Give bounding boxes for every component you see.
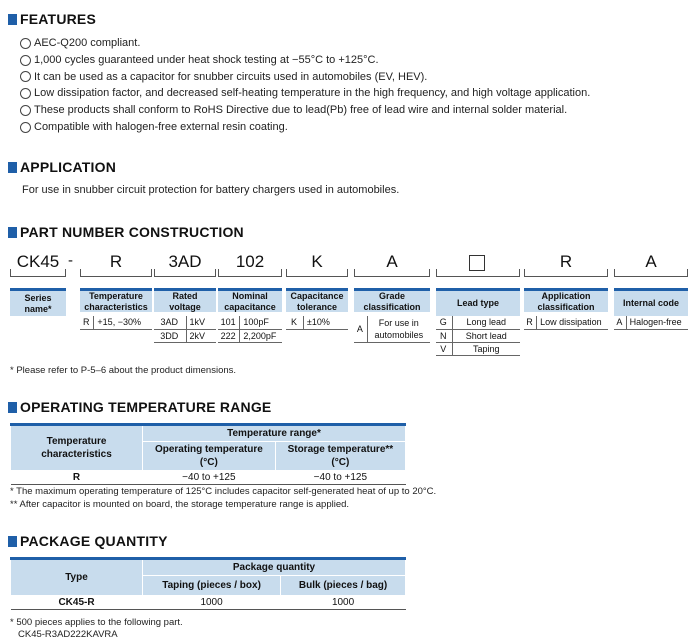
code-bracket xyxy=(154,269,216,277)
section-marker-icon xyxy=(8,162,17,173)
feature-text: Compatible with halogen-free external resin coating. xyxy=(34,120,288,133)
feature-text: 1,000 cycles guaranteed under heat shock testing at −55°C to +125°C. xyxy=(34,53,379,66)
application-text: For use in snubber circuit protection for battery chargers used in automobiles. xyxy=(22,184,400,196)
table-row xyxy=(11,559,406,576)
table-row xyxy=(11,425,406,442)
package-note-2: CK45-R3AD222KAVRA xyxy=(18,629,118,640)
code-cell: N xyxy=(436,329,452,342)
features-heading xyxy=(8,10,96,28)
table-row xyxy=(354,316,430,342)
table-row xyxy=(436,329,520,342)
feature-text: It can be used as a capacitor for snubber circuits used in automobiles (EV, HEV). xyxy=(34,70,428,83)
label-line: Internal code xyxy=(622,298,679,309)
code-temp: R xyxy=(109,252,123,271)
table-row xyxy=(614,316,688,329)
application-title: APPLICATION xyxy=(20,159,117,175)
label-line: Application xyxy=(541,291,591,301)
label-line: Series xyxy=(24,293,52,303)
package-note-1: * 500 pieces applies to the following part. xyxy=(10,617,183,628)
label-line: Temperature xyxy=(89,291,143,301)
label-application xyxy=(524,288,608,312)
header-temp-char xyxy=(11,425,143,471)
temp-code-table xyxy=(80,316,152,330)
table-row xyxy=(80,316,152,329)
label-line: Nominal xyxy=(232,291,268,301)
code-bracket xyxy=(218,269,282,277)
value-cell: ±10% xyxy=(303,316,348,329)
label-line: Rated xyxy=(172,291,198,301)
table-row xyxy=(154,316,216,329)
row-label-cell: CK45-R xyxy=(11,596,143,610)
feature-item xyxy=(20,102,590,119)
value-cell: Halogen-free xyxy=(626,316,688,329)
header-line: Temperature xyxy=(46,436,107,447)
feature-item xyxy=(20,85,590,102)
code-cell: 3AD xyxy=(154,316,186,329)
code-cell: R xyxy=(524,316,537,329)
operating-value-cell: −40 to +125 xyxy=(143,471,276,485)
tolerance-code-table xyxy=(286,316,348,330)
code-bracket xyxy=(10,269,66,277)
label-line: Capacitance xyxy=(290,291,344,301)
label-line: classification xyxy=(537,301,595,312)
row-label-cell: R xyxy=(11,471,143,485)
code-cell: 101 xyxy=(218,316,240,329)
feature-text: These products shall conform to RoHS Directive due to lead(Pb) free of lead wire and internal solder material. xyxy=(34,104,568,117)
label-tolerance xyxy=(286,288,348,312)
package-title: PACKAGE QUANTITY xyxy=(20,533,168,549)
application-heading xyxy=(8,158,116,176)
taping-value-cell: 1000 xyxy=(143,596,281,610)
code-bracket xyxy=(436,269,520,277)
header-line: characteristics xyxy=(41,449,112,460)
value-cell: Taping xyxy=(452,342,520,355)
code-bracket xyxy=(80,269,152,277)
code-bracket xyxy=(354,269,430,277)
code-cell: 222 xyxy=(218,329,240,342)
temperature-note-1: * The maximum operating temperature of 125°C includes capacitor self-generated heat of up to 20°C. xyxy=(10,486,437,497)
code-cell: A xyxy=(614,316,626,329)
circle-bullet-icon xyxy=(20,88,31,99)
capacitance-code-table xyxy=(218,316,282,343)
value-line: For use in xyxy=(378,317,419,328)
table-row xyxy=(436,316,520,329)
code-cell: A xyxy=(354,316,367,342)
code-bracket xyxy=(286,269,348,277)
application-code-table xyxy=(524,316,608,330)
code-dash: - xyxy=(68,252,73,269)
header-bulk: Bulk (pieces / bag) xyxy=(281,576,406,596)
table-row xyxy=(524,316,608,329)
value-cell: +15, −30% xyxy=(94,316,152,329)
label-line: Grade xyxy=(378,291,405,301)
table-row xyxy=(154,329,216,342)
part-number-diagram xyxy=(0,250,695,360)
value-cell: Short lead xyxy=(452,329,520,342)
circle-bullet-icon xyxy=(20,55,31,66)
header-storage xyxy=(275,442,405,471)
part-number-heading xyxy=(8,223,244,241)
table-row xyxy=(218,316,282,329)
table-row xyxy=(436,342,520,355)
label-line: name* xyxy=(24,303,52,314)
label-temp xyxy=(80,288,152,312)
temperature-table xyxy=(10,423,406,485)
label-line: characteristics xyxy=(84,301,148,312)
code-bracket xyxy=(614,269,688,277)
code-voltage: 3AD xyxy=(168,252,202,271)
feature-item xyxy=(20,52,590,69)
header-temp-range: Temperature range* xyxy=(143,425,406,442)
code-application: R xyxy=(559,252,573,271)
section-marker-icon xyxy=(8,536,17,547)
code-cell: V xyxy=(436,342,452,355)
feature-text: AEC-Q200 compliant. xyxy=(34,37,141,49)
circle-bullet-icon xyxy=(20,38,31,49)
feature-item xyxy=(20,69,590,86)
circle-bullet-icon xyxy=(20,122,31,133)
value-cell: 2,200pF xyxy=(240,329,282,342)
value-cell: 100pF xyxy=(240,316,282,329)
label-line: capacitance xyxy=(224,301,276,312)
value-cell: 2kV xyxy=(186,329,216,342)
feature-item xyxy=(20,119,590,136)
part-number-note: * Please refer to P-5–6 about the product dimensions. xyxy=(10,365,237,376)
value-cell: Low dissipation xyxy=(537,316,608,329)
code-cell: 3DD xyxy=(154,329,186,342)
features-title: FEATURES xyxy=(20,11,97,27)
part-number-title: PART NUMBER CONSTRUCTION xyxy=(20,224,244,240)
lead-code-table xyxy=(436,316,520,356)
label-capacitance xyxy=(218,288,282,312)
code-internal: A xyxy=(645,252,657,271)
section-marker-icon xyxy=(8,402,17,413)
code-tolerance: K xyxy=(311,252,323,271)
package-table xyxy=(10,557,406,610)
code-cell: K xyxy=(286,316,303,329)
code-bracket xyxy=(524,269,608,277)
package-heading xyxy=(8,532,168,550)
header-line: (°C) xyxy=(331,457,350,468)
value-line: automobiles xyxy=(374,329,424,340)
header-line: Operating temperature xyxy=(154,444,263,455)
code-capacitance: 102 xyxy=(235,252,265,271)
label-line: tolerance xyxy=(296,301,338,312)
label-internal xyxy=(614,288,688,316)
internal-code-table xyxy=(614,316,688,330)
temperature-note-2: ** After capacitor is mounted on board, the storage temperature range is applied. xyxy=(10,499,350,510)
section-marker-icon xyxy=(8,227,17,238)
header-operating xyxy=(143,442,276,471)
bulk-value-cell: 1000 xyxy=(281,596,406,610)
label-line: voltage xyxy=(169,301,201,312)
header-type: Type xyxy=(11,559,143,596)
table-row xyxy=(11,471,406,485)
value-cell: 1kV xyxy=(186,316,216,329)
code-cell: R xyxy=(80,316,94,329)
header-line: Storage temperature** xyxy=(287,444,394,455)
table-row xyxy=(286,316,348,329)
code-series: CK45 xyxy=(16,252,60,271)
label-line: Lead type xyxy=(456,298,499,309)
table-row xyxy=(11,596,406,610)
label-voltage xyxy=(154,288,216,312)
feature-text: Low dissipation factor, and decreased self-heating temperature in the high frequency, and high voltage application. xyxy=(34,87,591,100)
header-line: (°C) xyxy=(199,457,218,468)
features-list xyxy=(20,35,590,136)
temperature-heading xyxy=(8,398,271,416)
label-lead xyxy=(436,288,520,316)
label-grade xyxy=(354,288,430,312)
temperature-title: OPERATING TEMPERATURE RANGE xyxy=(20,399,272,415)
feature-item xyxy=(20,35,590,52)
value-cell: Long lead xyxy=(452,316,520,329)
header-package-qty: Package quantity xyxy=(143,559,406,576)
label-series xyxy=(10,288,66,316)
code-cell: G xyxy=(436,316,452,329)
label-line: classification xyxy=(363,301,421,312)
circle-bullet-icon xyxy=(20,71,31,82)
grade-code-table xyxy=(354,316,430,343)
storage-value-cell: −40 to +125 xyxy=(275,471,405,485)
code-grade: A xyxy=(386,252,398,271)
value-cell xyxy=(367,316,430,342)
section-marker-icon xyxy=(8,14,17,25)
voltage-code-table xyxy=(154,316,216,343)
circle-bullet-icon xyxy=(20,105,31,116)
table-row xyxy=(218,329,282,342)
header-taping: Taping (pieces / box) xyxy=(143,576,281,596)
